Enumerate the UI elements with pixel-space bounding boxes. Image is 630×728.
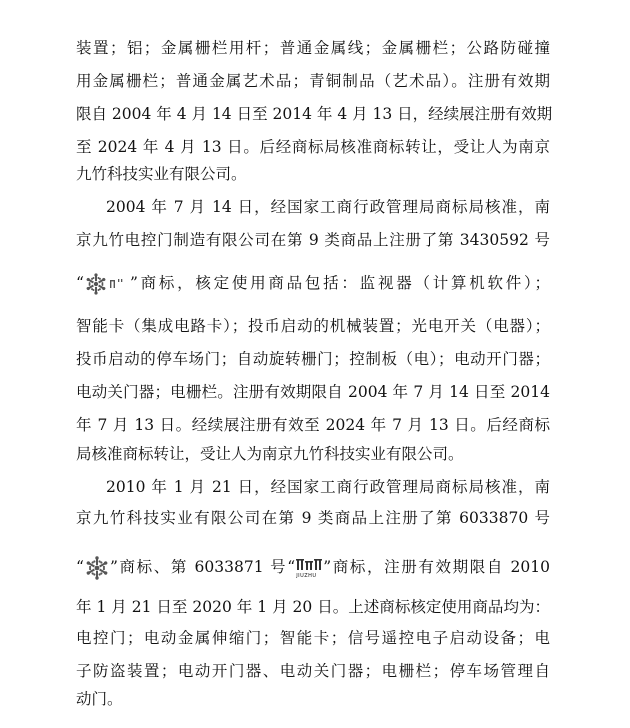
text-line: 电控门；电动金属伸缩门；智能卡；信号遥控电子启动设备；电 bbox=[76, 629, 550, 647]
text-line: 动门。 bbox=[76, 690, 123, 708]
text-line: 装置；铝；金属栅栏用杆；普通金属线；金属栅栏；公路防碰撞 bbox=[76, 39, 550, 57]
jiuzhu-logo bbox=[296, 557, 322, 580]
text-line: 电动关门器；电栅栏。注册有效期限自 2004 年 7 月 14 日至 2014 bbox=[76, 383, 550, 401]
text-line: 京九竹科技实业有限公司在第 9 类商品上注册了第 6033870 号 bbox=[76, 509, 550, 527]
text-line-tail: ”商标，核定使用商品包括：监视器（计算机软件）； bbox=[129, 274, 550, 292]
text-line: 年 7 月 13 日。经续展注册有效至 2024 年 7 月 13 日。后经商标 bbox=[76, 416, 550, 434]
text-line: 智能卡（集成电路卡）；投币启动的机械装置；光电开关（电器）； bbox=[76, 317, 550, 335]
text-line: 九竹科技实业有限公司。 bbox=[76, 165, 247, 183]
snowflake-logo-icon bbox=[85, 556, 109, 580]
jiuzhu-mark-icon bbox=[296, 557, 322, 571]
text-line: 限自 2004 年 4 月 14 日至 2014 年 4 月 13 日，经续展注册有效期 bbox=[76, 105, 553, 123]
text-line: 年 1 月 21 日至 2020 年 1 月 20 日。上述商标核定使用商品均为： bbox=[76, 598, 550, 616]
text-line: 投币启动的停车场门；自动旋转栅门；控制板（电）；电动开门器； bbox=[76, 350, 550, 368]
snowflake-logo-icon bbox=[85, 273, 129, 295]
text-line: 用金属栅栏；普通金属艺术品；青铜制品（艺术品）。注册有效期 bbox=[76, 72, 550, 90]
text-line bbox=[76, 272, 550, 294]
text-line: 子防盗装置；电动开门器、电动关门器；电栅栏；停车场管理自 bbox=[76, 662, 550, 680]
text-line bbox=[76, 556, 550, 578]
jiuzhu-logo-text: JIUZHU bbox=[296, 573, 317, 580]
quote-open: “ bbox=[76, 274, 84, 292]
text-line: 京九竹电控门制造有限公司在第 9 类商品上注册了第 3430592 号 bbox=[76, 231, 550, 249]
text-line-mid: ”商标、第 6033871 号“ bbox=[109, 558, 296, 576]
text-line-tail: ”商标，注册有效期限自 2010 bbox=[323, 558, 550, 576]
quote-open: “ bbox=[76, 558, 84, 576]
text-line: 局核准商标转让，受让人为南京九竹科技实业有限公司。 bbox=[76, 445, 464, 463]
text-line: 2004 年 7 月 14 日，经国家工商行政管理局商标局核准，南 bbox=[106, 198, 550, 216]
text-line: 至 2024 年 4 月 13 日。后经商标局核准商标转让，受让人为南京 bbox=[76, 138, 550, 156]
text-line: 2010 年 1 月 21 日，经国家工商行政管理局商标局核准，南 bbox=[106, 478, 550, 496]
